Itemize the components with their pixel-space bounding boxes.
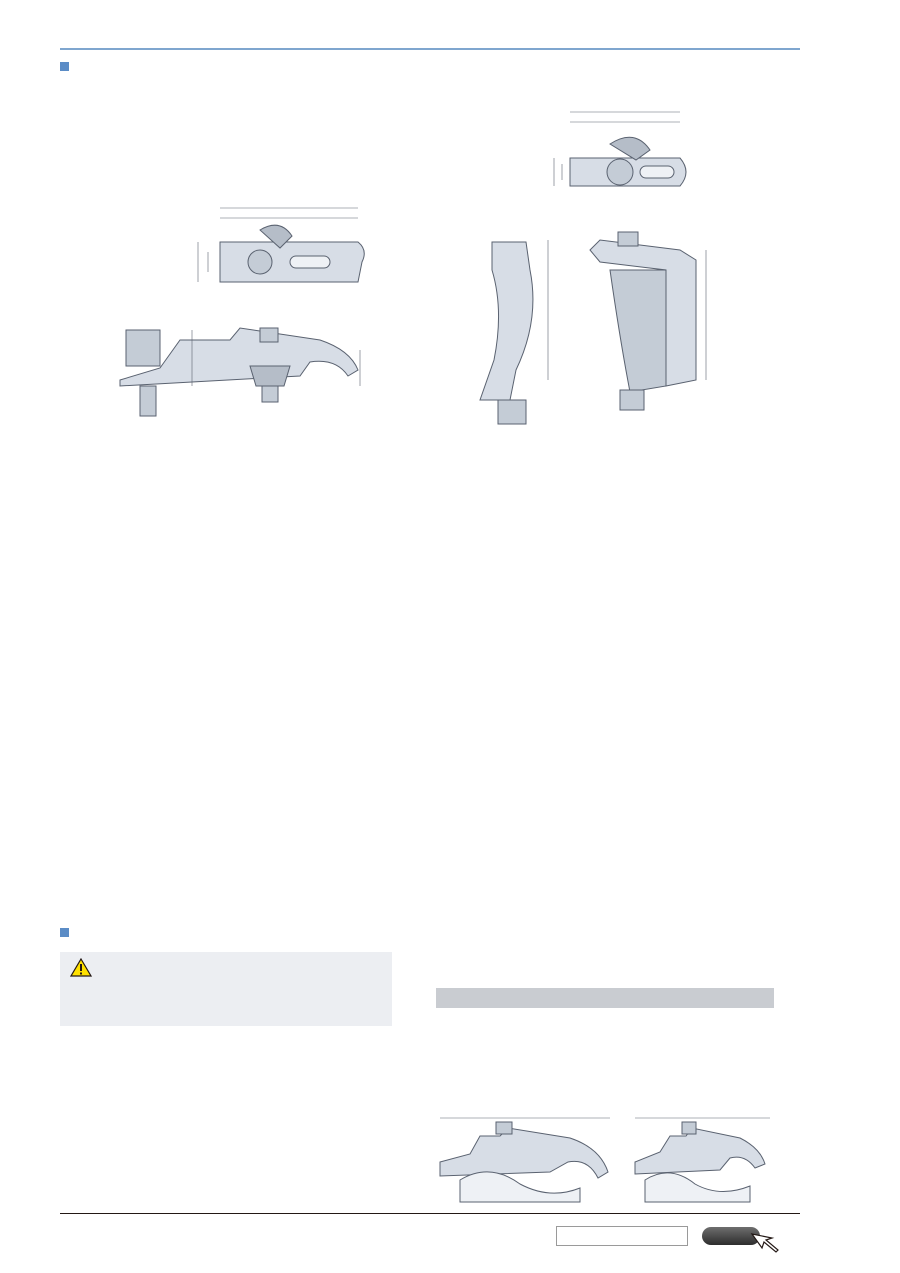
warning-icon bbox=[70, 958, 92, 977]
section-dimensions-title bbox=[60, 62, 73, 71]
footer-divider bbox=[60, 1213, 800, 1214]
caution-box bbox=[60, 952, 392, 1026]
drawing-hec1200 bbox=[100, 190, 390, 440]
header-divider bbox=[60, 48, 800, 50]
calc-header-no bbox=[436, 988, 605, 1009]
drawing-hec1600 bbox=[470, 100, 720, 440]
calc-header-formula bbox=[605, 988, 774, 1009]
square-bullet-icon bbox=[60, 62, 69, 71]
caution-header bbox=[70, 958, 98, 977]
search-input[interactable] bbox=[556, 1226, 688, 1246]
clamp-distance-illustration bbox=[430, 1092, 780, 1204]
square-bullet-icon bbox=[60, 928, 69, 937]
clamp-force-table bbox=[436, 988, 774, 1009]
cursor-arrow-icon bbox=[750, 1232, 780, 1254]
section-usage-title bbox=[60, 928, 73, 937]
